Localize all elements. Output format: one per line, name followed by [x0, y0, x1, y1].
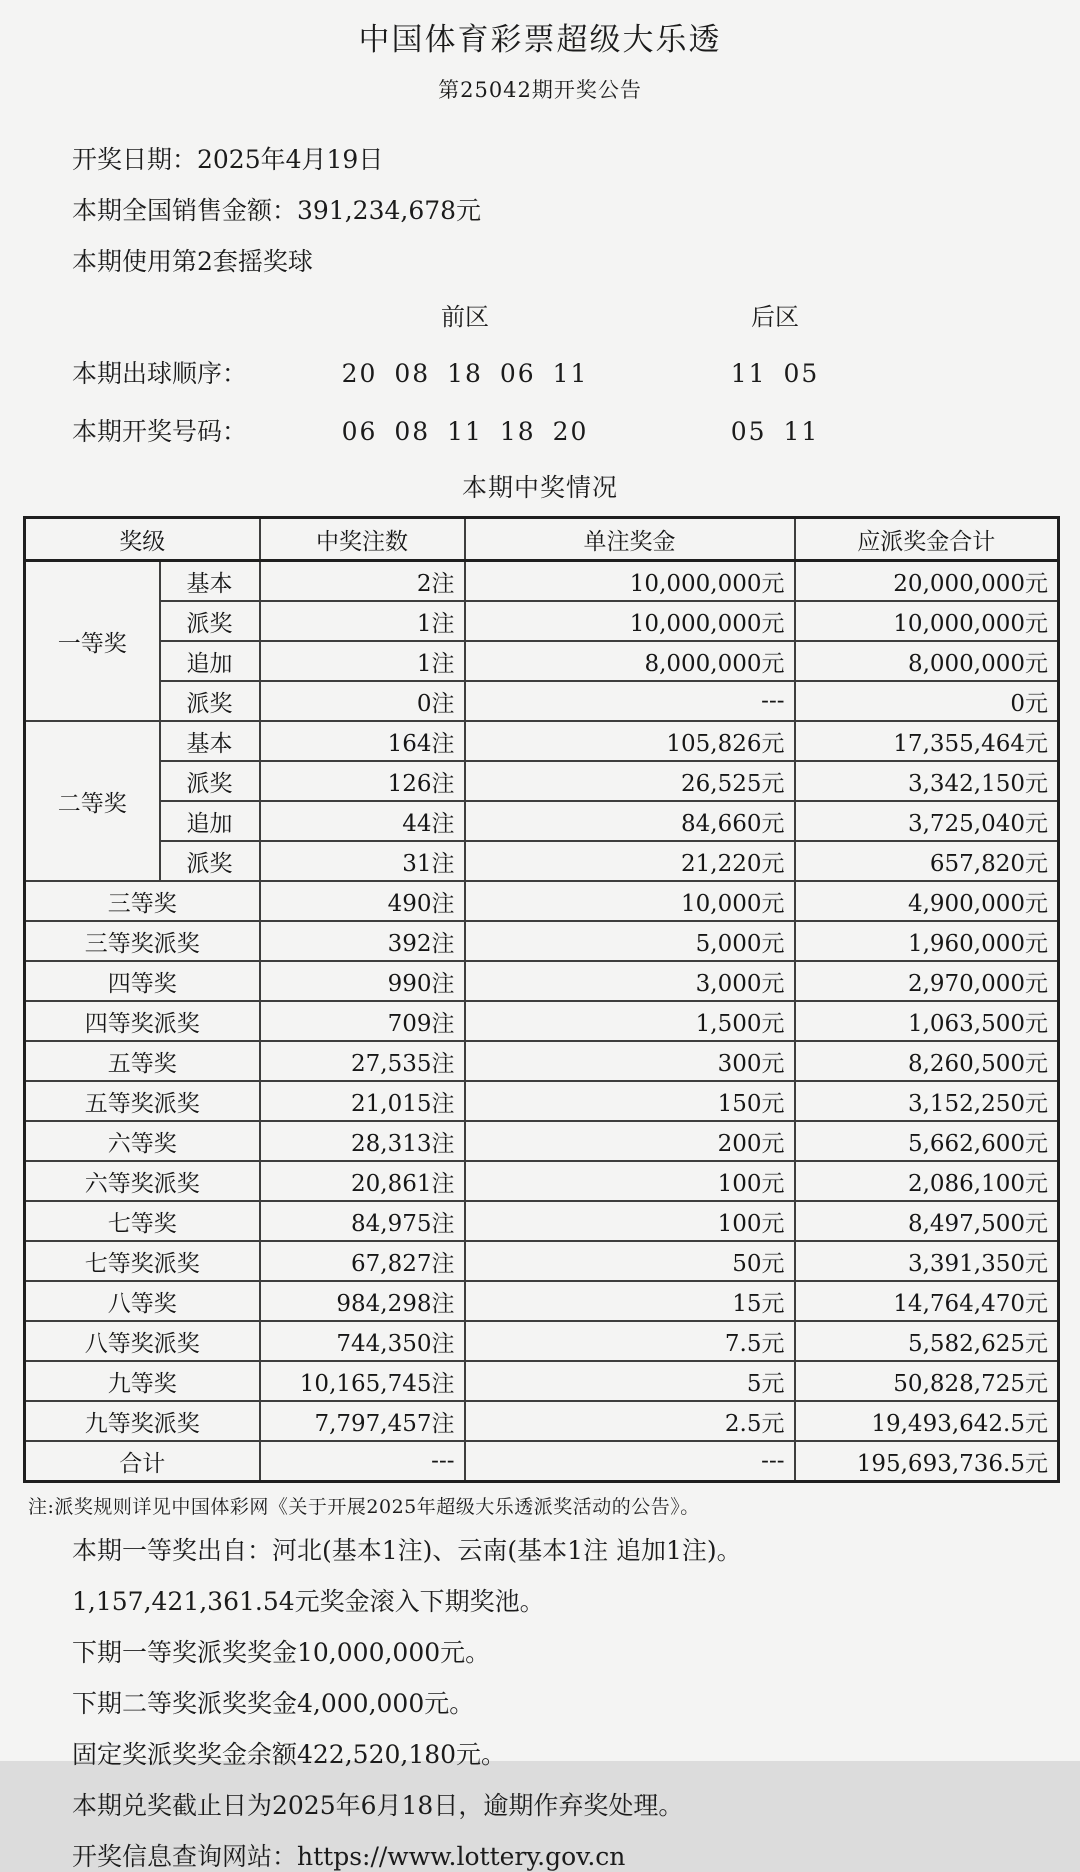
total-cell: 50,828,725元 — [795, 1361, 1059, 1401]
prize-cell: --- — [465, 1441, 795, 1482]
count-cell: 984,298注 — [260, 1281, 465, 1321]
table-row — [25, 641, 1059, 681]
prize-level-cell: 九等奖派奖 — [25, 1401, 260, 1441]
prize-level-cell: 三等奖派奖 — [25, 921, 260, 961]
count-cell: 31注 — [260, 841, 465, 881]
ball-set: 本期使用第2套摇奖球 — [72, 247, 313, 276]
count-cell: 20,861注 — [260, 1161, 465, 1201]
paragraph-claim-deadline: 本期兑奖截止日为2025年6月18日，逾期作弃奖处理。 — [72, 1791, 684, 1820]
prize-cell: 200元 — [465, 1121, 795, 1161]
count-cell: 490注 — [260, 881, 465, 921]
count-cell: 27,535注 — [260, 1041, 465, 1081]
total-cell: 10,000,000元 — [795, 601, 1059, 641]
paragraph-fixed-prize-balance: 固定奖派奖奖金余额422,520,180元。 — [72, 1740, 507, 1769]
prize-cell: 5元 — [465, 1361, 795, 1401]
total-cell: 195,693,736.5元 — [795, 1441, 1059, 1482]
total-cell: 8,000,000元 — [795, 641, 1059, 681]
total-cell: 3,342,150元 — [795, 761, 1059, 801]
prize-cell: 10,000元 — [465, 881, 795, 921]
prize-level-cell: 四等奖派奖 — [25, 1001, 260, 1041]
prize-table-body — [25, 561, 1059, 1482]
footer-paragraphs — [0, 1535, 1080, 1872]
prize-subtype-cell: 派奖 — [160, 761, 260, 801]
table-row — [25, 1401, 1059, 1441]
prize-level-cell: 七等奖派奖 — [25, 1241, 260, 1281]
count-cell: --- — [260, 1441, 465, 1482]
header-cell-count: 中奖注数 — [260, 518, 465, 561]
prize-group-cell: 二等奖 — [25, 721, 160, 881]
table-row — [25, 1041, 1059, 1081]
sequence-back-numbers: 11 05 — [730, 359, 820, 388]
sequence-label: 本期出球顺序： — [72, 359, 248, 388]
prize-subtype-cell: 基本 — [160, 721, 260, 761]
count-cell: 28,313注 — [260, 1121, 465, 1161]
prize-cell: 7.5元 — [465, 1321, 795, 1361]
prize-cell: 2.5元 — [465, 1401, 795, 1441]
table-row — [25, 1161, 1059, 1201]
prize-table — [23, 516, 1060, 1483]
total-cell: 3,725,040元 — [795, 801, 1059, 841]
total-cell: 5,582,625元 — [795, 1321, 1059, 1361]
paragraph-query-website: 开奖信息查询网站：https://www.lottery.gov.cn — [72, 1842, 626, 1871]
prize-cell: 26,525元 — [465, 761, 795, 801]
prize-level-cell: 九等奖 — [25, 1361, 260, 1401]
prize-subtype-cell: 派奖 — [160, 841, 260, 881]
count-cell: 21,015注 — [260, 1081, 465, 1121]
count-cell: 10,165,745注 — [260, 1361, 465, 1401]
prize-cell: 100元 — [465, 1201, 795, 1241]
count-cell: 744,350注 — [260, 1321, 465, 1361]
draw-info-block — [0, 144, 1080, 277]
prize-cell: 1,500元 — [465, 1001, 795, 1041]
count-cell: 7,797,457注 — [260, 1401, 465, 1441]
table-row — [25, 881, 1059, 921]
table-row — [25, 1201, 1059, 1241]
paragraph-next-second-prize-bonus: 下期二等奖派奖奖金4,000,000元。 — [72, 1689, 475, 1718]
winning-front-numbers: 06 08 11 18 20 — [341, 417, 589, 446]
header-cell-level: 奖级 — [25, 518, 260, 561]
total-cell: 2,086,100元 — [795, 1161, 1059, 1201]
prize-cell: 50元 — [465, 1241, 795, 1281]
count-cell: 1注 — [260, 641, 465, 681]
prize-subtype-cell: 基本 — [160, 561, 260, 602]
prize-level-cell: 八等奖派奖 — [25, 1321, 260, 1361]
count-cell: 0注 — [260, 681, 465, 721]
winning-back-numbers: 05 11 — [730, 417, 820, 446]
count-cell: 44注 — [260, 801, 465, 841]
prize-cell: 5,000元 — [465, 921, 795, 961]
count-cell: 67,827注 — [260, 1241, 465, 1281]
count-cell: 990注 — [260, 961, 465, 1001]
paragraph-next-first-prize-bonus: 下期一等奖派奖奖金10,000,000元。 — [72, 1638, 491, 1667]
winning-numbers-label: 本期开奖号码： — [72, 417, 248, 446]
table-row — [25, 721, 1059, 761]
prize-level-cell: 六等奖 — [25, 1121, 260, 1161]
count-cell: 2注 — [260, 561, 465, 602]
total-cell: 3,391,350元 — [795, 1241, 1059, 1281]
prize-subtype-cell: 派奖 — [160, 601, 260, 641]
total-cell: 17,355,464元 — [795, 721, 1059, 761]
table-note: 注:派奖规则详见中国体彩网《关于开展2025年超级大乐透派奖活动的公告》。 — [28, 1496, 700, 1518]
sequence-front-numbers: 20 08 18 06 11 — [341, 359, 589, 388]
table-row — [25, 1001, 1059, 1041]
table-row — [25, 1121, 1059, 1161]
prize-cell: 10,000,000元 — [465, 601, 795, 641]
count-cell: 84,975注 — [260, 1201, 465, 1241]
prize-subtype-cell: 派奖 — [160, 681, 260, 721]
total-label-cell: 合计 — [25, 1441, 260, 1482]
sales-amount: 本期全国销售金额：391,234,678元 — [72, 196, 482, 225]
prize-group-cell: 一等奖 — [25, 561, 160, 722]
header-cell-total: 应派奖金合计 — [795, 518, 1059, 561]
total-cell: 20,000,000元 — [795, 561, 1059, 602]
paragraph-first-prize-origin: 本期一等奖出自：河北(基本1注)、云南(基本1注 追加1注)。 — [72, 1536, 742, 1565]
table-row — [25, 1241, 1059, 1281]
section-title: 本期中奖情况 — [461, 473, 618, 502]
prize-cell: 15元 — [465, 1281, 795, 1321]
prize-cell: 10,000,000元 — [465, 561, 795, 602]
table-row — [25, 1441, 1059, 1482]
table-row — [25, 761, 1059, 801]
prize-level-cell: 五等奖派奖 — [25, 1081, 260, 1121]
count-cell: 164注 — [260, 721, 465, 761]
count-cell: 126注 — [260, 761, 465, 801]
table-row — [25, 1281, 1059, 1321]
header-cell-prize: 单注奖金 — [465, 518, 795, 561]
table-row — [25, 801, 1059, 841]
total-cell: 14,764,470元 — [795, 1281, 1059, 1321]
table-row — [25, 601, 1059, 641]
count-cell: 1注 — [260, 601, 465, 641]
prize-subtype-cell: 追加 — [160, 641, 260, 681]
winning-numbers-row — [0, 412, 1080, 448]
count-cell: 392注 — [260, 921, 465, 961]
prize-level-cell: 八等奖 — [25, 1281, 260, 1321]
page-subtitle: 第25042期开奖公告 — [438, 78, 642, 102]
prize-cell: 105,826元 — [465, 721, 795, 761]
prize-cell: 3,000元 — [465, 961, 795, 1001]
prize-cell: 21,220元 — [465, 841, 795, 881]
table-row — [25, 841, 1059, 881]
table-header-row — [25, 518, 1059, 561]
total-cell: 1,960,000元 — [795, 921, 1059, 961]
total-cell: 8,260,500元 — [795, 1041, 1059, 1081]
prize-cell: --- — [465, 681, 795, 721]
total-cell: 8,497,500元 — [795, 1201, 1059, 1241]
prize-cell: 84,660元 — [465, 801, 795, 841]
total-cell: 4,900,000元 — [795, 881, 1059, 921]
table-row — [25, 1361, 1059, 1401]
total-cell: 0元 — [795, 681, 1059, 721]
total-cell: 657,820元 — [795, 841, 1059, 881]
prize-cell: 300元 — [465, 1041, 795, 1081]
total-cell: 1,063,500元 — [795, 1001, 1059, 1041]
front-zone-label: 前区 — [441, 303, 489, 331]
table-row — [25, 681, 1059, 721]
table-row — [25, 561, 1059, 602]
table-row — [25, 1081, 1059, 1121]
total-cell: 5,662,600元 — [795, 1121, 1059, 1161]
zone-header-row — [0, 297, 1080, 332]
prize-level-cell: 五等奖 — [25, 1041, 260, 1081]
prize-level-cell: 七等奖 — [25, 1201, 260, 1241]
prize-subtype-cell: 追加 — [160, 801, 260, 841]
prize-level-cell: 六等奖派奖 — [25, 1161, 260, 1201]
prize-cell: 8,000,000元 — [465, 641, 795, 681]
table-row — [25, 921, 1059, 961]
paragraph-jackpot-rollover: 1,157,421,361.54元奖金滚入下期奖池。 — [72, 1587, 545, 1616]
total-cell: 19,493,642.5元 — [795, 1401, 1059, 1441]
prize-cell: 150元 — [465, 1081, 795, 1121]
table-row — [25, 1321, 1059, 1361]
table-row — [25, 961, 1059, 1001]
page-title: 中国体育彩票超级大乐透 — [358, 22, 722, 58]
sequence-row — [0, 354, 1080, 390]
total-cell: 2,970,000元 — [795, 961, 1059, 1001]
total-cell: 3,152,250元 — [795, 1081, 1059, 1121]
draw-date: 开奖日期：2025年4月19日 — [72, 145, 384, 174]
prize-level-cell: 四等奖 — [25, 961, 260, 1001]
count-cell: 709注 — [260, 1001, 465, 1041]
back-zone-label: 后区 — [751, 303, 799, 331]
prize-level-cell: 三等奖 — [25, 881, 260, 921]
prize-cell: 100元 — [465, 1161, 795, 1201]
